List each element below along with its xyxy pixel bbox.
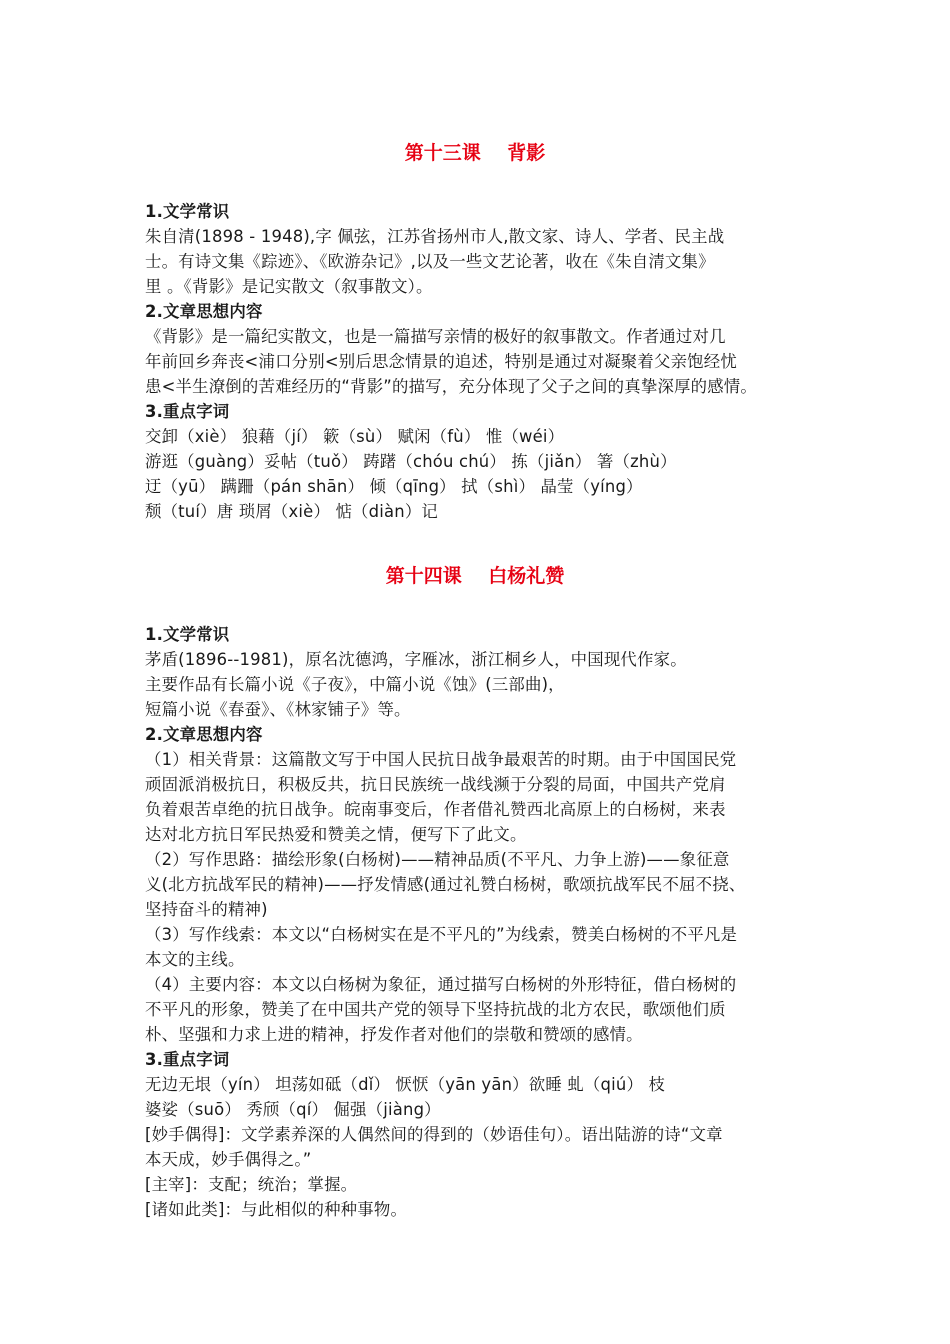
text-line: 年前回乡奔丧<浦口分别<别后思念情景的追述，特别是通过对凝聚着父亲饱经忧	[145, 352, 737, 371]
text-line: 里 。《背影》是记实散文（叙事散文）。	[145, 277, 433, 296]
text-line: 义(北方抗战军民的精神)——抒发情感(通过礼赞白杨树，歌颂抗战军民不屈不挠、	[145, 875, 746, 894]
text-line: （1）相关背景：这篇散文写于中国人民抗日战争最艰苦的时期。由于中国国民党	[145, 750, 737, 769]
text-line: 朱自清(1898 - 1948),字 佩弦，江苏省扬州市人,散文家、诗人、学者、民主战	[145, 227, 725, 246]
text-line: [诸如此类]：与此相似的种种事物。	[145, 1200, 408, 1219]
text-line: 患<半生潦倒的苦难经历的“背影”的描写，充分体现了父子之间的真挚深厚的感情。	[145, 377, 757, 396]
text-line: 无边无垠（yín） 坦荡如砥（dǐ） 恹恹（yān yān）欲睡 虬（qiú） 枝	[145, 1075, 666, 1094]
text-line: [主宰]：支配；统治；掌握。	[145, 1175, 358, 1194]
text-line: 短篇小说《春蚕》、《林家铺子》等。	[145, 700, 411, 719]
text-line: （2）写作思路：描绘形象(白杨树)——精神品质(不平凡、力争上游)——象征意	[145, 850, 730, 869]
text-line: 交卸（xiè） 狼藉（jí） 簌（sù） 赋闲（fù） 惟（wéi）	[145, 427, 565, 446]
text-line: 达对北方抗日军民热爱和赞美之情，便写下了此文。	[145, 825, 527, 844]
section-heading: 3.重点字词	[145, 402, 230, 421]
text-line: 不平凡的形象，赞美了在中国共产党的领导下坚持抗战的北方农民，歌颂他们质	[145, 1000, 726, 1019]
text-line: 《背影》是一篇纪实散文，也是一篇描写亲情的极好的叙事散文。作者通过对几	[145, 327, 726, 346]
section-heading: 2.文章思想内容	[145, 302, 263, 321]
text-line: （3）写作线索：本文以“白杨树实在是不平凡的”为线索，赞美白杨树的不平凡是	[145, 925, 738, 944]
text-line: （4）主要内容：本文以白杨树为象征，通过描写白杨树的外形特征，借白杨树的	[145, 975, 737, 994]
text-line: 婆娑（suō） 秀颀（qí） 倔强（jiàng）	[145, 1100, 441, 1119]
section-heading: 1.文学常识	[145, 625, 230, 644]
section-heading: 1.文学常识	[145, 202, 230, 221]
text-line: 士。有诗文集《踪迹》、《欧游杂记》,以及一些文艺论著，收在《朱自清文集》	[145, 252, 715, 271]
text-line: 本天成，妙手偶得之。”	[145, 1150, 312, 1169]
text-line: 游逛（guàng）妥帖（tuǒ） 踌躇（chóu chú） 拣（jiǎn） 箸（zhù）	[145, 452, 677, 471]
section-heading: 2.文章思想内容	[145, 725, 263, 744]
text-line: 颓（tuí）唐 琐屑（xiè） 惦（diàn）记	[145, 502, 439, 521]
text-line: 顽固派消极抗日，积极反共，抗日民族统一战线濒于分裂的局面，中国共产党肩	[145, 775, 726, 794]
text-line: 茅盾(1896--1981)，原名沈德鸿，字雁冰，浙江桐乡人，中国现代作家。	[145, 650, 687, 669]
text-line: 负着艰苦卓绝的抗日战争。皖南事变后，作者借礼赞西北高原上的白杨树，来表	[145, 800, 726, 819]
text-line: 朴、坚强和力求上进的精神，抒发作者对他们的崇敬和赞颂的感情。	[145, 1025, 643, 1044]
lesson-14-body	[145, 622, 825, 1222]
text-line: [妙手偶得]：文学素养深的人偶然间的得到的（妙语佳句）。语出陆游的诗“文章	[145, 1125, 723, 1144]
text-line: 迂（yū） 蹒跚（pán shān） 倾（qīng） 拭（shì） 晶莹（yíng）	[145, 477, 643, 496]
lesson-13-body	[145, 199, 825, 524]
section-heading: 3.重点字词	[145, 1050, 230, 1069]
text-line: 主要作品有长篇小说《子夜》，中篇小说《蚀》(三部曲)，	[145, 675, 565, 694]
lesson-13-title: 第十三课 背影	[404, 142, 546, 164]
text-line: 本文的主线。	[145, 950, 245, 969]
lesson-14-title: 第十四课 白杨礼赞	[385, 565, 565, 587]
text-line: 坚持奋斗的精神)	[145, 900, 268, 919]
